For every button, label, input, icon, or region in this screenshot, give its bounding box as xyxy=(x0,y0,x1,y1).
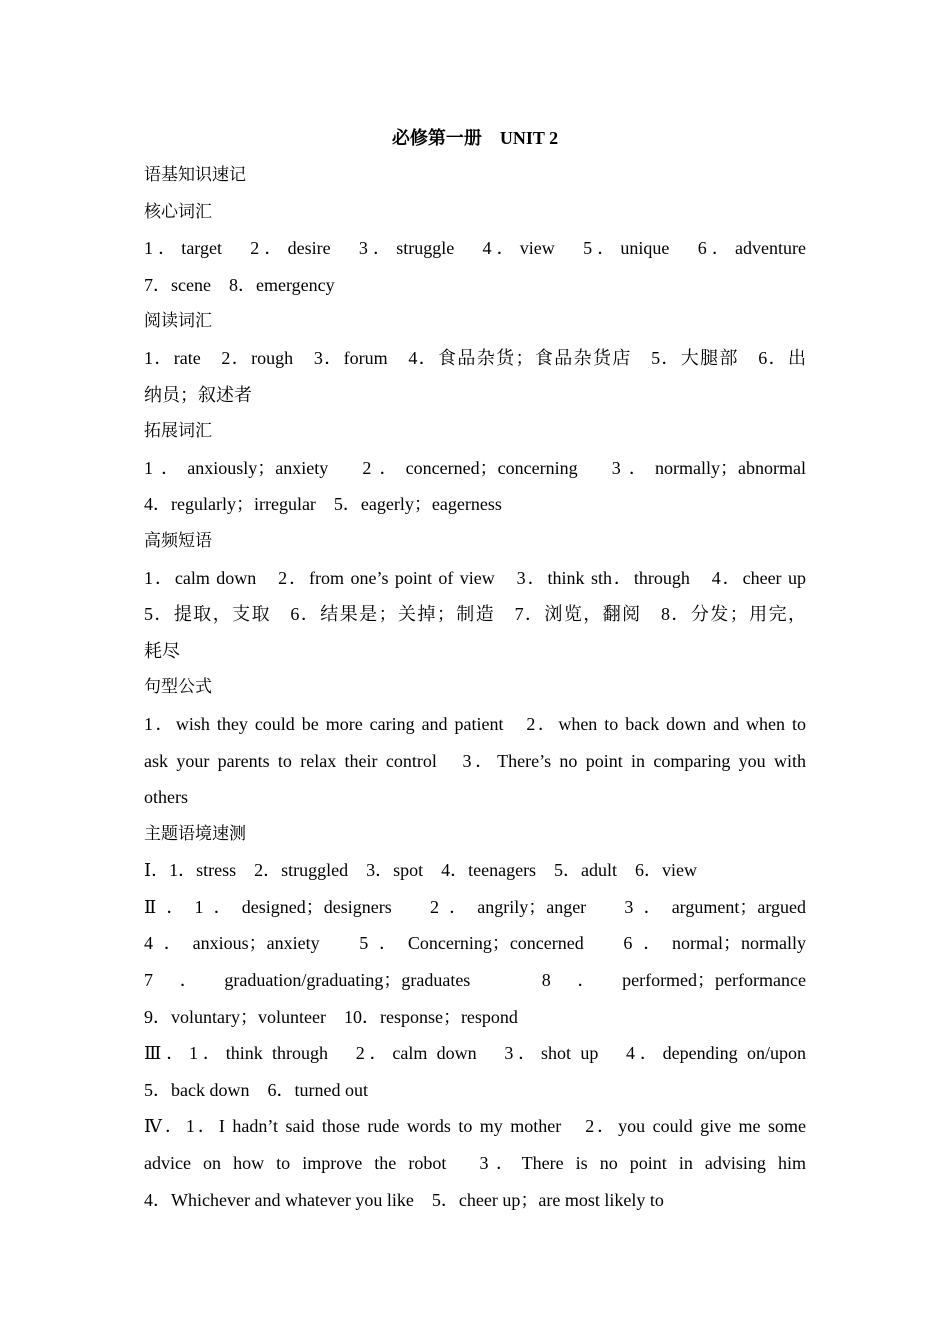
phrases-line: 5．提取，支取 6．结果是；关掉；制造 7．浏览，翻阅 8．分发；用完， xyxy=(144,604,806,625)
context-quiz-line: Ⅳ．1．I hadn’t said those rude words to my mother 2．you could give me some xyxy=(144,1116,806,1137)
context-quiz-line: advice on how to improve the robot 3．There is no point in advising him xyxy=(144,1153,806,1174)
section-heading-context-quiz: 主题语境速测 xyxy=(144,823,246,844)
answer-key-body xyxy=(144,157,806,1218)
context-quiz-line: 5．back down 6．turned out xyxy=(144,1079,368,1100)
sentence-patterns-line: ask your parents to relax their control 3．There’s no point in comparing you with xyxy=(144,750,806,771)
page-title: 必修第一册 UNIT 2 xyxy=(391,128,559,148)
core-vocabulary-line: 7．scene 8．emergency xyxy=(144,274,335,295)
extended-vocabulary-line: 4．regularly；irregular 5．eagerly；eagerness xyxy=(144,494,502,515)
sentence-patterns-line: 1．wish they could be more caring and patient 2．when to back down and when to xyxy=(144,713,806,734)
context-quiz-line: 4．anxious；anxiety 5．Concerning；concerned 6．normal；normally xyxy=(144,933,806,954)
context-quiz-line: 9．voluntary；volunteer 10．response；respond xyxy=(144,1006,518,1027)
section-heading-reading-vocabulary: 阅读词汇 xyxy=(144,311,212,332)
phrases-line: 耗尽 xyxy=(144,640,180,661)
context-quiz-line: Ⅲ．1．think through 2．calm down 3．shot up 4．depending on/upon xyxy=(144,1043,806,1064)
section-heading-core-vocabulary: 核心词汇 xyxy=(144,201,212,222)
context-quiz-line: 7．graduation/graduating；graduates 8．performed；performance xyxy=(144,970,806,991)
reading-vocabulary-line: 1．rate 2．rough 3．forum 4．食品杂货；食品杂货店 5．大腿部 6．出 xyxy=(144,347,806,368)
section-heading-sentence-patterns: 句型公式 xyxy=(144,677,212,698)
phrases-line: 1．calm down 2．from one’s point of view 3．think sth．through 4．cheer up xyxy=(144,567,806,588)
reading-vocabulary-line: 纳员；叙述者 xyxy=(144,384,252,405)
context-quiz-line: Ⅰ．1．stress 2．struggled 3．spot 4．teenagers 5．adult 6．view xyxy=(144,860,698,881)
core-vocabulary-line: 1．target 2．desire 3．struggle 4．view 5．unique 6．adventure xyxy=(144,238,806,259)
section-heading-phrases: 高频短语 xyxy=(144,530,212,551)
context-quiz-line: Ⅱ．1．designed；designers 2．angrily；anger 3．argument；argued xyxy=(144,896,806,917)
section-heading-basics: 语基知识速记 xyxy=(144,165,246,185)
section-heading-extended-vocabulary: 拓展词汇 xyxy=(144,421,212,442)
context-quiz-line: 4．Whichever and whatever you like 5．cheer up；are most likely to xyxy=(144,1189,664,1210)
sentence-patterns-line: others xyxy=(144,787,188,808)
extended-vocabulary-line: 1．anxiously；anxiety 2．concerned；concerning 3．normally；abnormal xyxy=(144,457,806,478)
